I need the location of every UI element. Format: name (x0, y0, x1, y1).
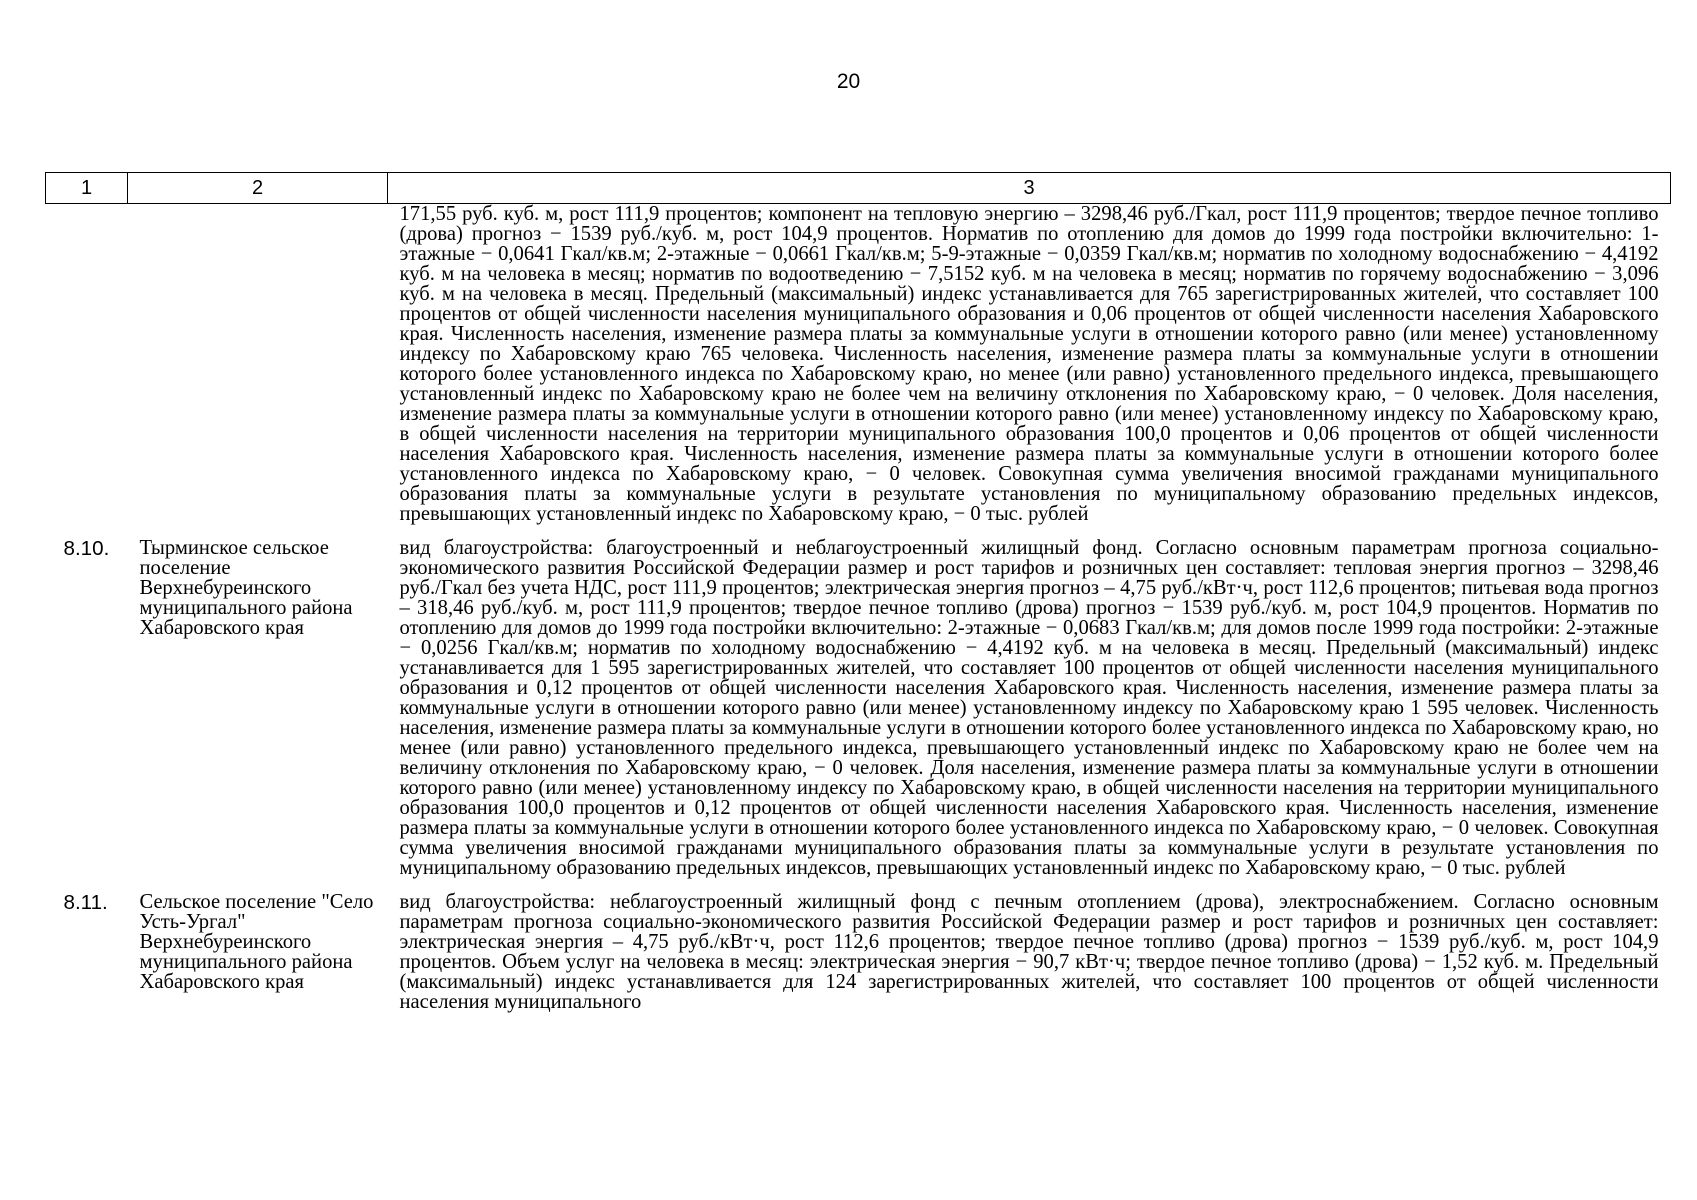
row-description: вид благоустройства: неблагоустроенный жилищный фонд с печным отоплением (дрова), электроснабжением. Согласно основным параметрам прогноза социально-экономического развития Российской Федерации размер и рост тарифов и розничных цен составляет: электрическая энергия – 4,75 руб./кВт·ч, рост 112,6 процентов; твердое печное топливо (дрова) прогноз − 1539 руб./куб. м, рост 104,9 процентов. Объем услуг на человека в месяц: электрическая энергия − 90,7 кВт·ч; твердое печное топливо (дрова) − 1,52 куб. м. Предельный (максимальный) индекс устанавливается для 124 зарегистрированных жителей, что составляет 100 процентов от общей численности населения муниципального (399, 891, 1659, 1013)
table-row (46, 204, 1671, 539)
row-description: вид благоустройства: благоустроенный и неблагоустроенный жилищный фонд. Согласно основным параметрам прогноза социально-экономического развития Российской Федерации размер и рост тарифов и розничных цен составляет: тепловая энергия прогноз – 3298,46 руб./Гкал без учета НДС, рост 111,9 процентов; электрическая энергия прогноз – 4,75 руб./кВт·ч, рост 112,6 процентов; питьевая вода прогноз – 318,46 руб./куб. м, рост 111,9 процентов; твердое печное топливо (дрова) прогноз − 1539 руб./куб. м, рост 104,9 процентов. Норматив по отоплению для домов до 1999 года постройки включительно: 2-этажные − 0,0683 Гкал/кв.м; для домов после 1999 года постройки: 2-этажные − 0,0256 Гкал/кв.м; норматив по холодному водоснабжению − 4,4192 куб. м на человека в месяц. Предельный (максимальный) индекс устанавливается для 1 595 зарегистрированных жителей, что составляет 100 процентов от общей численности населения муниципального образования и 0,12 процентов от общей численности населения Хабаровского края. Численность населения, изменение размера платы за коммунальные услуги в отношении которого равно (или менее) установленному индексу по Хабаровскому краю 1 595 человек. Численность населения, изменение размера платы за коммунальные услуги в отношении которого более установленного индекса по Хабаровскому краю, но менее (или равно) установленного предельного индекса, превышающего установленный индекс по Хабаровскому краю не более чем на величину отклонения по Хабаровскому краю, − 0 человек. Доля населения, изменение размера платы за коммунальные услуги в отношении которого равно (или менее) установленному индексу по Хабаровскому краю, в общей численности населения на территории муниципального образования 100,0 процентов и 0,12 процентов от общей численности населения Хабаровского края. Численность населения, изменение размера платы за коммунальные услуги в отношении которого более установленного индекса по Хабаровскому краю, − 0 человек. Совокупная сумма увеличения вносимой гражданами муниципального образования платы за коммунальные услуги в результате установления по муниципальному образованию предельных индексов, превышающих установленный индекс по Хабаровскому краю, − 0 тыс. рублей (399, 537, 1659, 879)
municipality-name: Тырминское сельское поселение Верхнебуреинского муниципального района Хабаровского края (139, 537, 353, 639)
header-col-2: 2 (128, 173, 388, 204)
header-row (46, 173, 1671, 204)
table-body (46, 204, 1671, 1027)
municipality-name: Сельское поселение "Село Усть-Ургал" Верхнебуреинского муниципального района Хабаровского края (139, 891, 374, 993)
table-row (46, 538, 1671, 892)
table-row (46, 892, 1671, 1026)
table-header (46, 173, 1671, 204)
row-number (46, 204, 128, 539)
row-number: 8.10. (63, 537, 110, 560)
header-col-3: 3 (388, 173, 1671, 204)
page-number: 20 (836, 70, 861, 93)
row-number: 8.11. (63, 891, 108, 914)
municipality-name (128, 204, 388, 539)
row-description: 171,55 руб. куб. м, рост 111,9 процентов; компонент на тепловую энергию – 3298,46 руб./Гкал, рост 111,9 процентов; твердое печное топливо (дрова) прогноз − 1539 руб./куб. м, рост 104,9 процентов. Норматив по отоплению для домов до 1999 года постройки включительно: 1-этажные − 0,0641 Гкал/кв.м; 2-этажные − 0,0661 Гкал/кв.м; 5-9-этажные − 0,0359 Гкал/кв.м; норматив по холодному водоснабжению − 4,4192 куб. м на человека в месяц; норматив по водоотведению − 7,5152 куб. м на человека в месяц; норматив по горячему водоснабжению − 3,096 куб. м на человека в месяц. Предельный (максимальный) индекс устанавливается для 765 зарегистрированных жителей, что составляет 100 процентов от общей численности населения муниципального образования и 0,06 процентов от общей численности населения Хабаровского края. Численность населения, изменение размера платы за коммунальные услуги в отношении которого равно (или менее) установленному индексу по Хабаровскому краю 765 человека. Численность населения, изменение размера платы за коммунальные услуги в отношении которого более установленного индекса по Хабаровскому краю, но менее (или равно) установленного предельного индекса, превышающего установленный индекс по Хабаровскому краю не более чем на величину отклонения по Хабаровскому краю, − 0 человек. Доля населения, изменение размера платы за коммунальные услуги в отношении которого равно (или менее) установленному индексу по Хабаровскому краю, в общей численности населения на территории муниципального образования 100,0 процентов и 0,06 процентов от общей численности населения Хабаровского края. Численность населения, изменение размера платы за коммунальные услуги в отношении которого более установленного индекса по Хабаровскому краю, − 0 человек. Совокупная сумма увеличения вносимой гражданами муниципального образования платы за коммунальные услуги в результате установления по муниципальному образованию предельных индексов, превышающих установленный индекс по Хабаровскому краю, − 0 тыс. рублей (399, 203, 1659, 525)
tariff-table (45, 172, 1671, 1026)
header-col-1: 1 (46, 173, 128, 204)
